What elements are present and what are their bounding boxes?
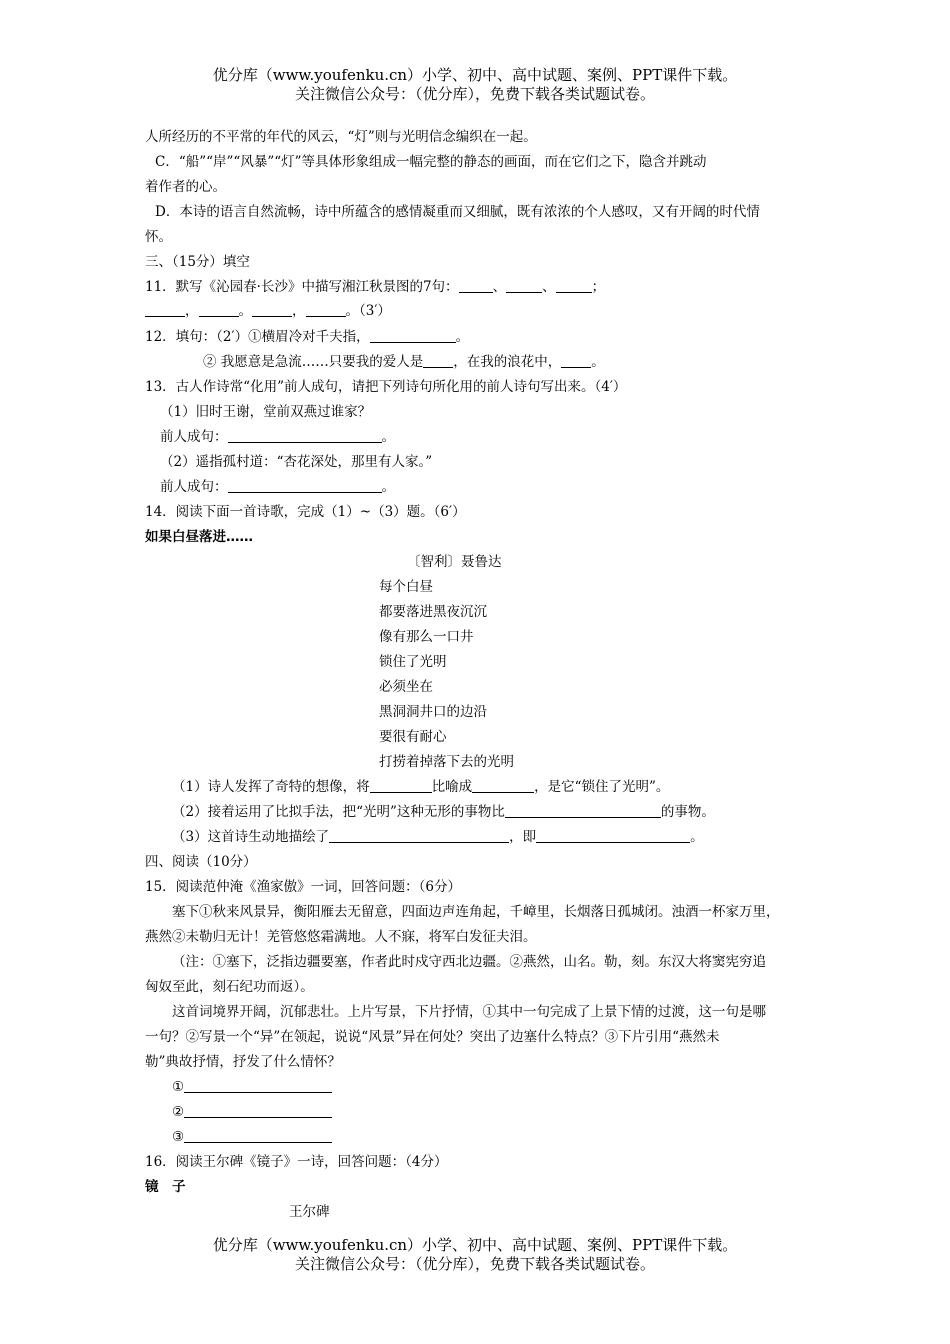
answer-blank[interactable] [145,302,185,317]
poem-line: 都要落进黑夜沉沉 [379,604,487,620]
answer-blank[interactable] [329,828,509,843]
question-12 [145,328,469,346]
question-14-part-1 [172,778,669,796]
question-14-part-3 [172,828,704,846]
poem-text: 塞下①秋来风景异，衡阳雁去无留意，四面边声连角起，千嶂里，长烟落日孤城闭。浊酒一杯家万里， [172,904,780,920]
question-16: 16．阅读王尔碑《镜子》一诗，回答问题：（4分） [145,1154,448,1170]
answer-blank[interactable] [306,302,346,317]
separator: 、 [542,279,556,295]
page-footer [0,1236,950,1274]
answer-blank[interactable] [184,1078,332,1093]
answer-label: 前人成句： [160,429,228,445]
answer-line-2 [172,1103,332,1121]
question-text: ，即 [509,829,537,845]
answer-blank[interactable] [184,1128,332,1143]
question-13: 13．古人作诗常“化用”前人成句，请把下列诗句所化用的前人诗句写出来。（4′） [145,379,627,395]
option-d: D．本诗的语言自然流畅，诗中所蕴含的感情凝重而又细腻，既有浓浓的个人感叹，又有开阔的时代情 [155,204,760,220]
poem-line: 打捞着掉落下去的光明 [379,754,514,770]
question-13-answer-1 [160,428,395,446]
poem-text: 燕然②未勒归无计！羌管悠悠霜满地。人不寐，将军白发征夫泪。 [145,929,537,945]
answer-blank[interactable] [505,803,661,818]
answer-marker: ① [172,1079,185,1095]
question-15-text: 一句？②写景一个“异”在领起，说说“风景”异在何处？突出了边塞什么特点？③下片引用“燕然未 [145,1029,720,1045]
question-15-text: 勒”典故抒情，抒发了什么情怀？ [145,1054,341,1070]
answer-blank[interactable] [228,478,382,493]
option-c: C．“船”“岸”“风暴”“灯”等具体形象组成一幅完整的静态的画面，而在它们之下，隐含并跳动 [155,154,707,170]
separator: 。 [455,329,470,345]
note-text: 匈奴至此，刻石纪功而返）。 [145,979,314,995]
question-text: （3）这首诗生动地描绘了 [172,829,330,845]
question-12-text: ② 我愿意是急流……只要我的爱人是 [203,354,424,370]
answer-blank[interactable] [472,778,534,793]
question-text: （2）接着运用了比拟手法，把“光明”这种无形的事物比 [172,804,505,820]
answer-blank[interactable] [556,278,592,293]
separator: 。 [591,354,605,370]
poem-line: 每个白昼 [379,579,433,595]
question-11-score: 。（3′） [345,303,391,319]
answer-blank[interactable] [423,353,453,368]
poem-line: 要很有耐心 [379,729,447,745]
page-header [0,66,950,104]
header-line-1: 优分库（www.youfenku.cn）小学、初中、高中试题、案例、PPT课件下载。 [212,66,738,84]
answer-blank[interactable] [199,302,239,317]
header-line-2: 关注微信公众号：（优分库），免费下载各类试题试卷。 [294,85,655,103]
answer-blank[interactable] [228,428,382,443]
poem-line: 锁住了光明 [379,654,447,670]
question-11 [145,278,605,296]
answer-blank[interactable] [184,1103,332,1118]
answer-blank[interactable] [561,353,591,368]
poem-line: 必须坐在 [379,679,433,695]
question-12-text: 12．填句：（2′）①横眉冷对千夫指， [145,329,370,345]
question-text: （1）诗人发挥了奇特的想像，将 [172,779,370,795]
answer-label: 前人成句： [160,479,228,495]
question-text: 的事物。 [660,804,715,820]
footer-line-2: 关注微信公众号：（优分库），免费下载各类试题试卷。 [294,1255,655,1273]
section-3-heading: 三、（15分）填空 [145,254,250,270]
answer-blank[interactable] [370,328,456,343]
text-line: 人所经历的不平常的年代的风云，“灯”则与光明信念编织在一起。 [145,129,537,145]
section-4-heading: 四、阅读（10分） [145,854,257,870]
separator: 。 [381,429,395,445]
answer-marker: ② [172,1104,185,1120]
question-14-part-2 [172,803,715,821]
separator: ； [591,279,606,295]
question-13-part-2: （2）遥指孤村道：“杏花深处，那里有人家。” [160,454,433,470]
separator: 。 [690,829,704,845]
poem-line: 黑洞洞井口的边沿 [379,704,487,720]
question-text: 比喻成 [431,779,473,795]
separator: 。 [238,303,252,319]
answer-blank[interactable] [506,278,542,293]
footer-line-1: 优分库（www.youfenku.cn）小学、初中、高中试题、案例、PPT课件下载。 [212,1236,738,1254]
answer-line-1 [172,1078,332,1096]
separator: 、 [492,279,507,295]
answer-marker: ③ [172,1129,185,1145]
separator: ， [292,303,306,319]
poem-line: 像有那么一口井 [379,629,474,645]
poem-title: 如果白昼落进…… [145,529,253,545]
answer-blank[interactable] [459,278,493,293]
question-12-text: ，在我的浪花中， [453,354,562,370]
question-13-answer-2 [160,478,395,496]
answer-blank[interactable] [536,828,690,843]
question-text: ，是它“锁住了光明”。 [534,779,670,795]
answer-line-3 [172,1128,332,1146]
answer-blank[interactable] [252,302,292,317]
question-15-text: 这首词境界开阔，沉郁悲壮。上片写景，下片抒情，①其中一句完成了上景下情的过渡，这一句是哪 [172,1004,766,1020]
note-text: （注：①塞下，泛指边疆要塞，作者此时戍守西北边疆。②燕然，山名。勒，刻。东汉大将窦宪穷追 [172,954,766,970]
text-line: 怀。 [145,229,172,245]
question-15: 15．阅读范仲淹《渔家傲》一词，回答问题：（6分） [145,879,462,895]
poem2-author: 王尔碑 [289,1204,330,1220]
question-14: 14．阅读下面一首诗歌，完成（1）~（3）题。（6′） [145,504,466,520]
question-11-continued [145,302,391,320]
poem-author: 〔智利〕聂鲁达 [407,554,502,570]
question-11-text: 11．默写《沁园春·长沙》中描写湘江秋景图的7句： [145,279,459,295]
separator: ， [185,303,199,319]
question-13-part-1: （1）旧时王谢，堂前双燕过谁家？ [160,404,372,420]
text-line: 着作者的心。 [145,179,226,195]
question-12-part-2 [203,353,605,371]
poem2-title: 镜 子 [145,1179,186,1195]
answer-blank[interactable] [370,778,432,793]
separator: 。 [381,479,395,495]
